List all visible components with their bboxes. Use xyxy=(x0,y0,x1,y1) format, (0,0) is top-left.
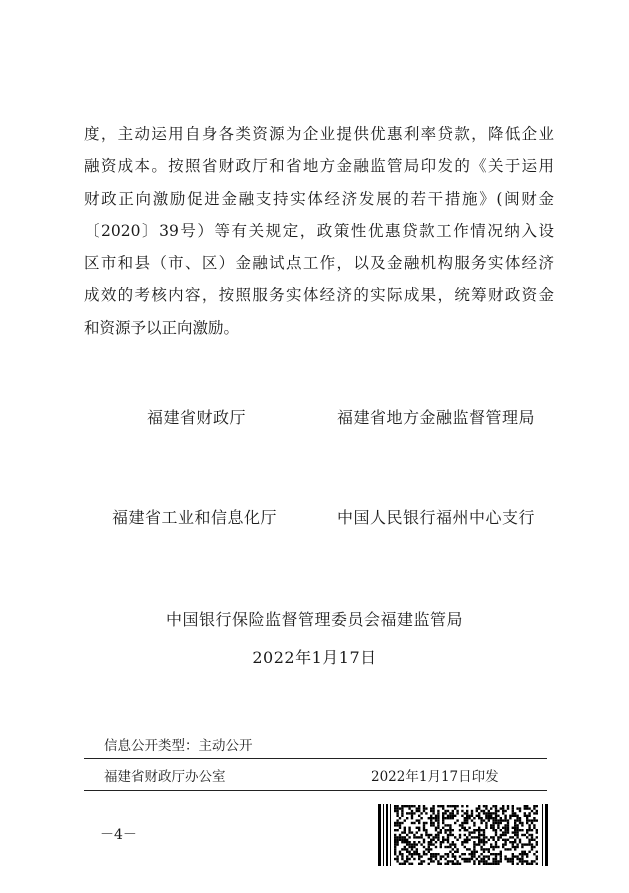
footer-issuer: 福建省财政厅办公室 xyxy=(104,769,226,785)
signatory-pboc-fuzhou: 中国人民银行福州中心支行 xyxy=(337,508,536,527)
footer-rule-bottom xyxy=(84,790,547,791)
paragraph-line: 成效的考核内容，按照服务实体经济的实际成果，统筹财政资金 xyxy=(84,286,554,305)
paragraph-line: 〔2020〕39号）等有关规定，政策性优惠贷款工作情况纳入设 xyxy=(84,221,554,240)
paragraph-line: 度，主动运用自身各类资源为企业提供优惠利率贷款，降低企业 xyxy=(84,125,554,143)
body-paragraph xyxy=(84,118,554,344)
signatory-financial-supervision: 福建省地方金融监督管理局 xyxy=(337,408,536,427)
signatory-industry-it-dept: 福建省工业和信息化厅 xyxy=(112,508,278,527)
barcode-icon xyxy=(378,804,548,866)
page-number: －4－ xyxy=(100,827,137,843)
paragraph-line: 财政正向激励促进金融支持实体经济发展的若干措施》(闽财金 xyxy=(84,189,554,208)
paragraph-line: 和资源予以正向激励。 xyxy=(84,318,240,337)
footer-rule-top xyxy=(84,758,547,759)
paragraph-line: 区市和县（市、区）金融试点工作，以及金融机构服务实体经济 xyxy=(84,254,554,273)
signatory-cbirc-fujian: 中国银行保险监督管理委员会福建监管局 xyxy=(165,610,463,629)
disclosure-type: 信息公开类型：主动公开 xyxy=(104,738,253,754)
footer-print-date: 2022年1月17日印发 xyxy=(371,769,499,785)
paragraph-line: 融资成本。按照省财政厅和省地方金融监管局印发的《关于运用 xyxy=(84,157,554,176)
signatory-finance-dept: 福建省财政厅 xyxy=(147,408,247,427)
document-date: 2022年1月17日 xyxy=(252,648,377,667)
